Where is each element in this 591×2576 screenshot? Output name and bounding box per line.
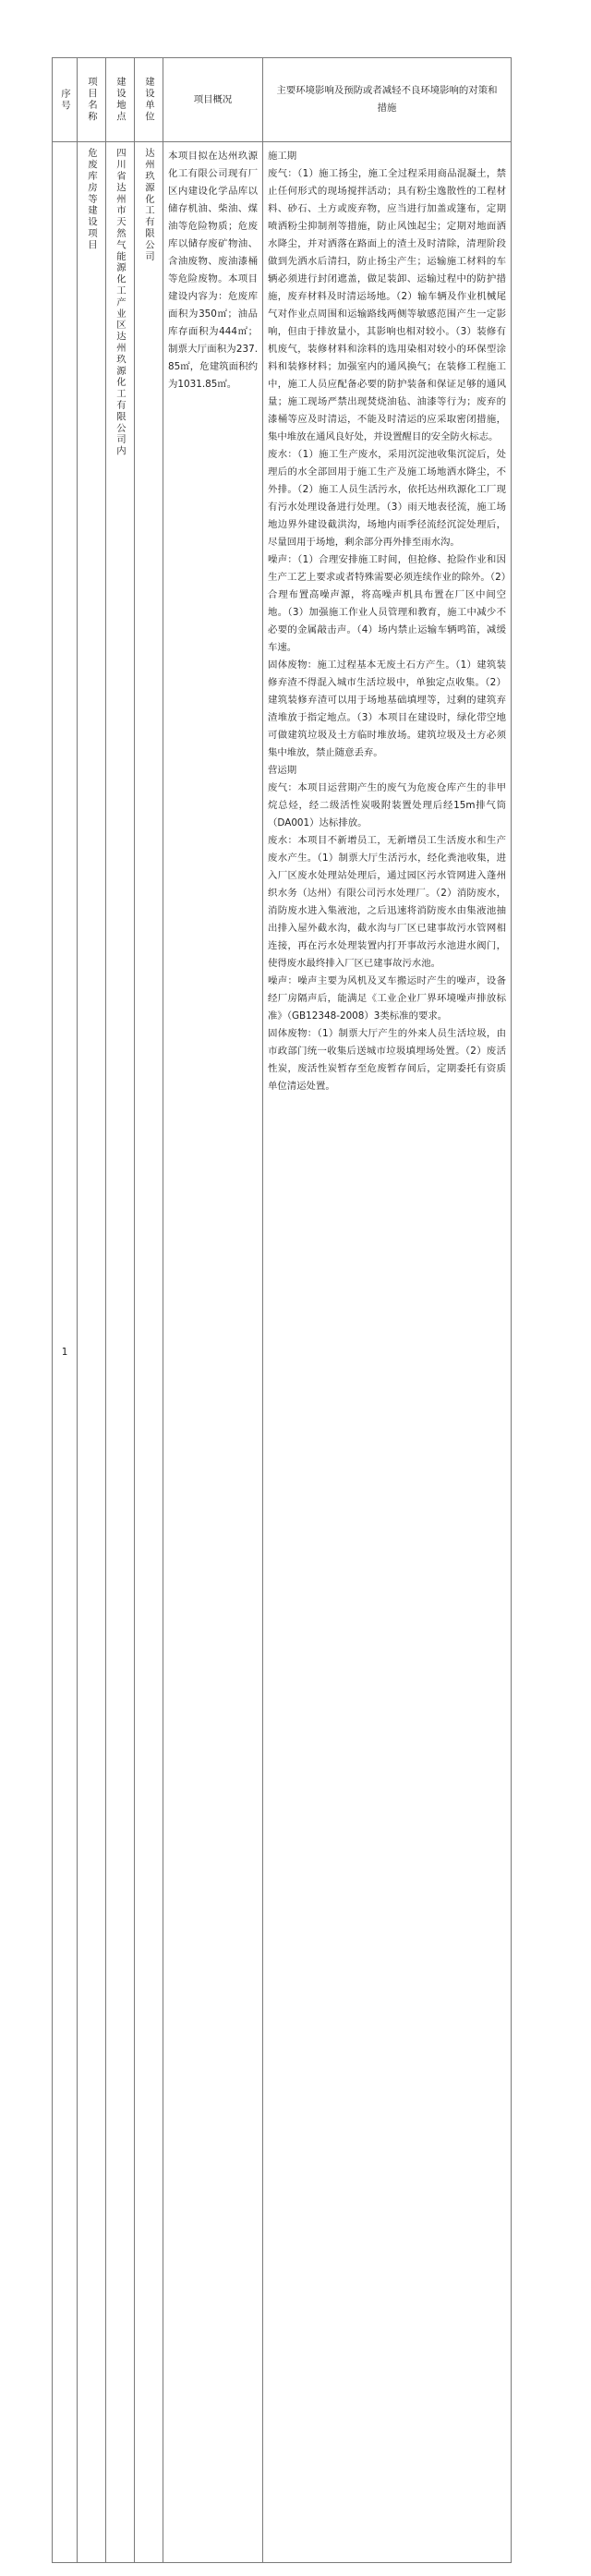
header-construction-site: 建设地点 — [106, 58, 135, 141]
header-seq: 序号 — [53, 58, 78, 141]
table-row — [53, 142, 511, 2562]
row-measures: 施工期 废气：（1）施工扬尘，施工全过程采用商品混凝土，禁止任何形式的现场搅拌活动；具有粉尘逸散性的工程材料、砂石、土方或废弃物，应当进行加盖或篷布，定期喷洒粉尘抑制剂等措施，防止风蚀起尘；定期对地面洒水降尘，并对洒落在路面上的渣土及时清除，清理阶段做到先洒水后清扫，防止扬尘产生；运输施工材料的车辆必须进行封闭遮盖，做足装卸、运输过程中的防护措施，废弃材料及时清运场地。（2）输车辆及作业机械尾气对作业点周围和运输路线两侧等敏感范围产生一定影响，但由于排放量小，其影响也相对较小。（3）装修有机废气，装修材料和涂料的选用染相对较小的环保型涂料和装修材料；加强室内的通风换气；在装修工程施工中，施工人员应配备必要的防护装备和保证足够的通风量；施工现场严禁出现焚烧油毡、油漆等行为；废弃的漆桶等应及时清运，不能及时清运的应采取密闭措施，集中堆放在通风良好处，并设置醒目的安全防火标志。 废水：（1）施工生产废水，采用沉淀池收集沉淀后，处理后的水全部回用于施工生产及施工场地洒水降尘，不外排。（2）施工人员生活污水，依托达州玖源化工厂现有污水处理设备进行处理。（3）雨天地表径流，施工场地边界外建设截洪沟，场地内雨季径流经沉淀处理后，尽量回用于场地，剩余部分再外排至雨水沟。 噪声：（1）合理安排施工时间，但抢修、抢险作业和因生产工艺上要求或者特殊需要必须连续作业的除外。（2）合理布置高噪声源，将高噪声机具布置在厂区中间空地。（3）加强施工作业人员管理和教育，施工中减少不必要的金属敲击声。（4）场内禁止运输车辆鸣笛，减缓车速。 固体废物：施工过程基本无废土石方产生。（1）建筑装修弃渣不得混入城市生活垃圾中，单独定点收集。（2）建筑装修弃渣可以用于场地基础填埋等，过剩的建筑弃渣堆放于指定地点。（3）本项目在建设时，绿化带空地可做建筑垃圾及土方临时堆放场。建筑垃圾及土方必须集中堆放，禁止随意丢弃。 营运期 废气：本项目运营期产生的废气为危废仓库产生的非甲烷总烃，经二级活性炭吸附装置处理后经15m排气筒（DA001）达标排放。 废水：本项目不新增员工，无新增员工生活废水和生产废水产生。（1）制票大厅生活污水，经化粪池收集，进入厂区废水处理站处理后，通过园区污水管网进入蓬州织水务（达州）有限公司污水处理厂。（2）消防废水，消防废水进入集液池，之后迅速将消防废水由集液池抽出排入屋外截水沟，截水沟与厂区已建事故污水管网相连接，再在污水处理装置内打开事故污水池进水阀门，使得废水最终排入厂区已建事故污水池。 噪声：噪声主要为风机及叉车搬运时产生的噪声，设备经厂房隔声后，能满足《工业企业厂界环境噪声排放标准》（GB12348-2008）3类标准的要求。 固体废物：（1）制票大厅产生的外来人员生活垃圾，由市政部门统一收集后送城市垃圾填埋场处置。（2）废活性炭，废活性炭暂存至危废暂存间后，定期委托有资质单位清运处置。 — [268, 151, 506, 1092]
row-project-name: 危废库房等建设项目 — [78, 142, 106, 2562]
header-project-name: 项目名称 — [78, 58, 106, 141]
row-seq: 1 — [53, 142, 78, 2562]
row-overview: 本项目拟在达州玖源化工有限公司现有厂区内建设化学品库以储存机油、柴油、煤油等危险物质；危废库以储存废矿物油、含油废物、废油漆桶等危险废物。本项目建设内容为：危废库面积为350㎡；油品库存面积为444㎡；制票大厅面积为237.85㎡，危建筑面积约为1031.85㎡。 — [163, 142, 263, 2562]
row-construction-unit: 达州玖源化工有限公司 — [135, 142, 163, 2562]
row-construction-site: 四川省达州市天然气能源化工产业区达州玖源化工有限公司内 — [106, 142, 135, 2562]
header-construction-unit: 建设单位 — [135, 58, 163, 141]
header-overview: 项目概况 — [163, 58, 263, 141]
header-measures: 主要环境影响及预防或者减轻不良环境影响的对策和措施 — [276, 85, 498, 114]
table-header-row — [53, 58, 511, 142]
project-table — [52, 57, 512, 2563]
